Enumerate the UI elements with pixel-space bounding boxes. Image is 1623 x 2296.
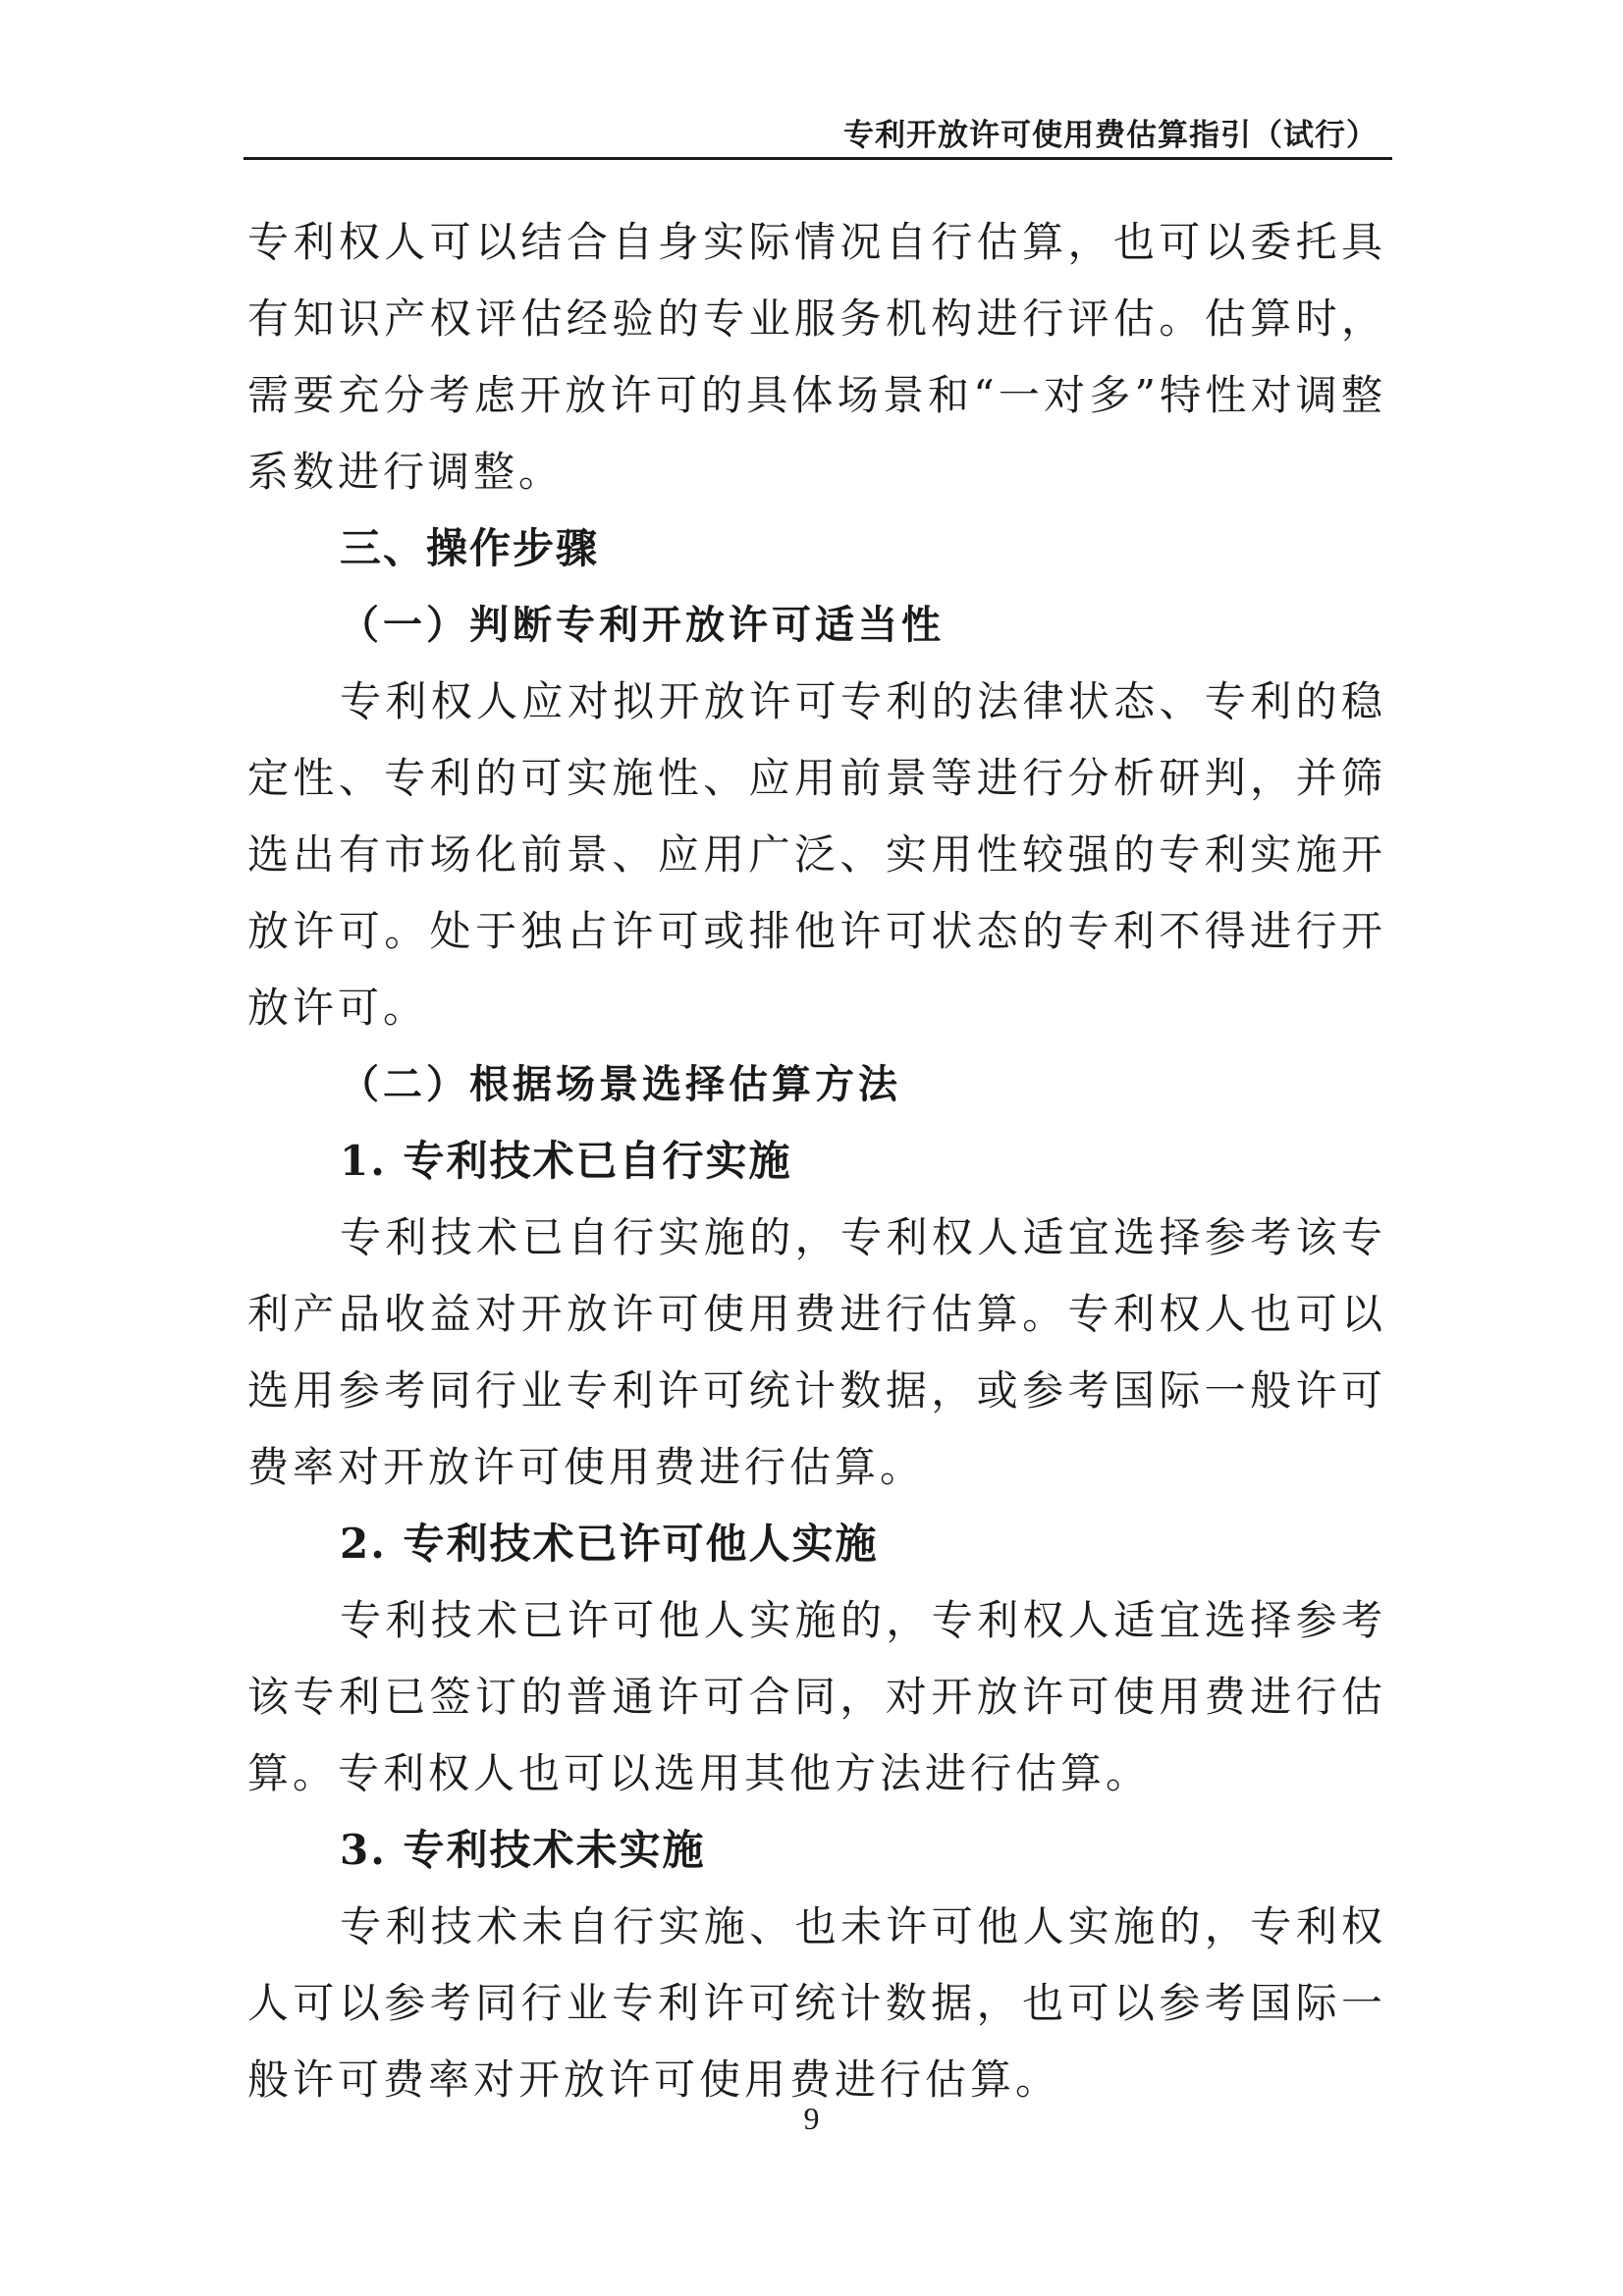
paragraph-appropriateness: 专利权人应对拟开放许可专利的法律状态、专利的稳定性、专利的可实施性、应用前景等进行分析研判，并筛选出有市场化前景、应用广泛、实用性较强的专利实施开放许可。处于独占许可或排他许可状态的专利不得进行开放许可。 [247, 677, 1386, 1032]
paragraph-estimation-intro: 专利权人可以结合自身实际情况自行估算，也可以委托具有知识产权评估经验的专业服务机构进行评估。估算时，需要充分考虑开放许可的具体场景和“一对多”特性对调整系数进行调整。 [247, 218, 1386, 496]
subsection-heading-appropriateness: （一）判断专利开放许可适当性 [340, 602, 945, 648]
document-body [247, 204, 1386, 2118]
paragraph-not-implemented: 专利技术未自行实施、也未许可他人实施的，专利权人可以参考同行业专利许可统计数据，也可以参考国际一般许可费率对开放许可使用费进行估算。 [247, 1902, 1386, 2104]
header-divider [243, 157, 1392, 160]
section-heading-operation-steps: 三、操作步骤 [340, 524, 600, 572]
item-heading-not-implemented: 3. 专利技术未实施 [340, 1826, 706, 1874]
paragraph-licensed-to-others: 专利技术已许可他人实施的，专利权人适宜选择参考该专利已签订的普通许可合同，对开放许可使用费进行估算。专利权人也可以选用其他方法进行估算。 [247, 1596, 1386, 1797]
running-header-title: 专利开放许可使用费估算指引（试行） [843, 118, 1378, 153]
paragraph-self-implemented: 专利技术已自行实施的，专利权人适宜选择参考该专利产品收益对开放许可使用费进行估算。专利权人也可以选用参考同行业专利许可统计数据，或参考国际一般许可费率对开放许可使用费进行估算。 [247, 1213, 1386, 1491]
page-number: 9 [803, 2101, 820, 2136]
item-heading-licensed-to-others: 2. 专利技术已许可他人实施 [340, 1520, 879, 1568]
subsection-heading-method-selection: （二）根据场景选择估算方法 [340, 1061, 901, 1107]
item-heading-self-implemented: 1. 专利技术已自行实施 [340, 1137, 792, 1185]
